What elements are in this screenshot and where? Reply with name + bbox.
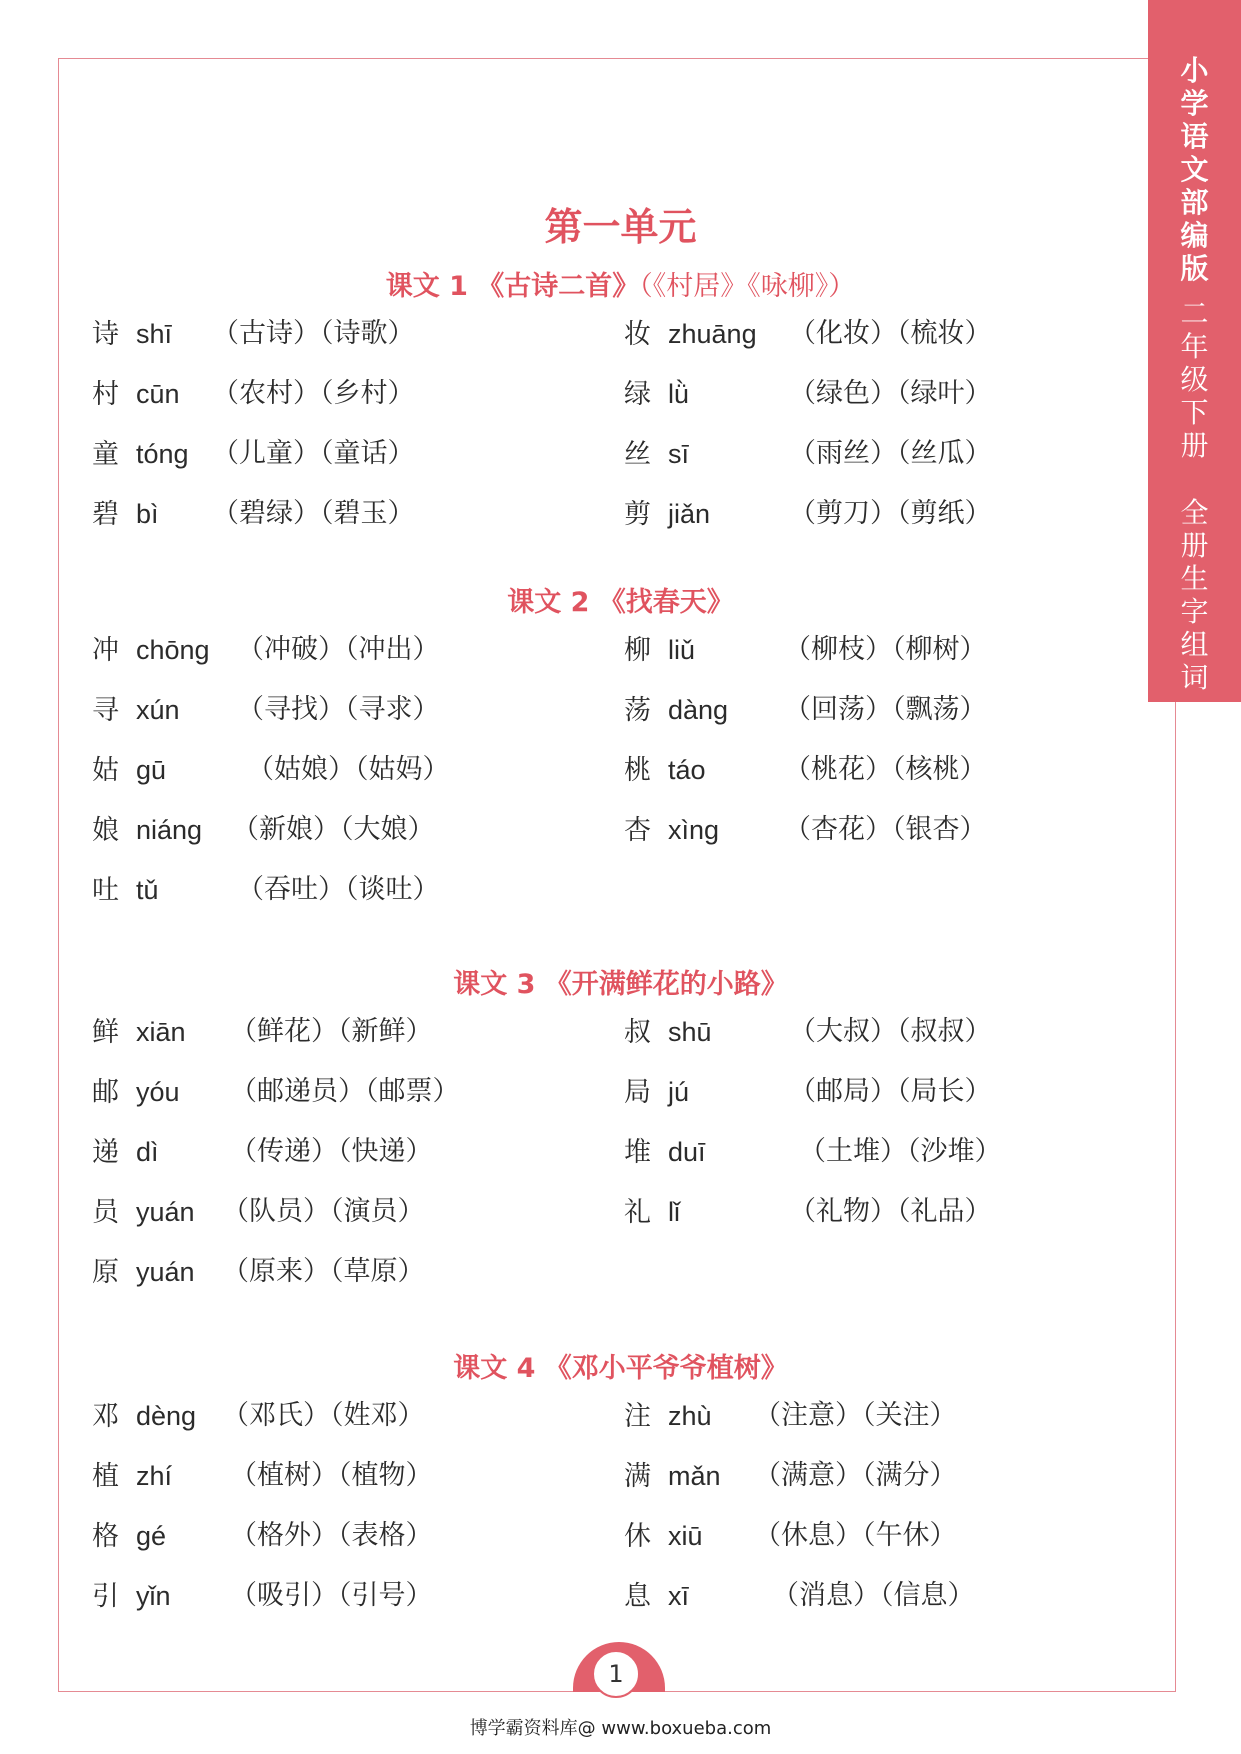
entry-words: （古诗）（诗歌） [212,318,415,349]
entry-words: （回荡）（飘荡） [784,694,987,725]
lesson-title-1 [0,264,1241,303]
entry-character: 荡 [624,695,651,726]
entry-character: 诗 [92,319,119,350]
entry-character: 妆 [624,319,651,350]
entry-character: 柳 [624,635,651,666]
entry-pinyin: tóng [136,439,189,469]
entry-row [624,810,987,850]
entry-pinyin: dàng [668,695,729,725]
entry-pinyin: jú [668,1077,690,1107]
entry-pinyin: gū [136,755,167,785]
lesson-1-name: 课文 1 《古诗二首》 [385,271,640,302]
entry-pinyin: gé [136,1521,167,1551]
entry-words: （邮递员）（邮票） [230,1076,460,1107]
entry-row [624,1132,1002,1172]
entry-words: （礼物）（礼品） [789,1196,992,1227]
entry-pinyin: lǜ [668,379,690,409]
entry-pinyin: bì [136,499,159,529]
entry-character: 递 [92,1137,119,1168]
entry-words: （大叔）（叔叔） [789,1016,992,1047]
entry-row [92,374,415,414]
entry-words: （农村）（乡村） [212,378,415,409]
entry-character: 丝 [624,439,651,470]
entry-words: （寻找）（寻求） [237,694,440,725]
entry-character: 原 [92,1257,119,1288]
entry-row [92,750,450,790]
entry-words: （吸引）（引号） [230,1580,433,1611]
entry-character: 满 [624,1461,651,1492]
entry-words: （杏花）（银杏） [784,814,987,845]
entry-pinyin: yuán [136,1197,195,1227]
entry-pinyin: yǐn [136,1581,171,1611]
entry-words: （植树）（植物） [230,1460,433,1491]
entry-character: 鲜 [92,1017,119,1048]
entry-pinyin: dì [136,1137,159,1167]
entry-row [92,1252,425,1292]
entry-row [92,690,440,730]
entry-row [92,1072,460,1112]
entry-pinyin: dèng [136,1401,197,1431]
entry-row [624,1396,957,1436]
entry-row [92,434,415,474]
entry-pinyin: mǎn [668,1461,721,1491]
footer-watermark: 博学霸资料库@ www.boxueba.com [469,1718,772,1739]
entry-pinyin: xiū [668,1521,703,1551]
entry-row [624,314,992,354]
entry-words: （鲜花）（新鲜） [230,1016,433,1047]
entry-row [92,1576,433,1616]
entry-pinyin: xìng [668,815,720,845]
entry-character: 邓 [92,1401,119,1432]
entry-character: 吐 [92,875,119,906]
entry-character: 童 [92,439,119,470]
entry-pinyin: zhù [668,1401,712,1431]
entry-row [92,630,440,670]
entry-character: 叔 [624,1017,651,1048]
entry-row [92,1456,433,1496]
entry-character: 格 [92,1521,119,1552]
entry-row [624,1516,957,1556]
entry-words: （队员）（演员） [222,1196,425,1227]
entry-words: （化妆）（梳妆） [789,318,992,349]
lesson-title-3: 课文 3 《开满鲜花的小路》 [453,969,788,1000]
entry-row [92,1516,433,1556]
entry-row [92,494,415,534]
entry-pinyin: liǔ [668,635,696,665]
entry-character: 邮 [92,1077,119,1108]
unit-title: 第一单元 [544,205,697,249]
entry-character: 姑 [92,755,119,786]
entry-character: 剪 [624,499,651,530]
entry-pinyin: yuán [136,1257,195,1287]
entry-character: 堆 [624,1137,651,1168]
entry-row [624,630,987,670]
entry-words: （消息）（信息） [772,1580,975,1611]
entry-words: （雨丝）（丝瓜） [789,438,992,469]
entry-words: （格外）（表格） [230,1520,433,1551]
entry-words: （姑娘）（姑妈） [247,754,450,785]
entry-pinyin: yóu [136,1077,180,1107]
entry-character: 娘 [92,815,119,846]
entry-words: （原来）（草原） [222,1256,425,1287]
entry-row [624,1576,975,1616]
entry-character: 员 [92,1197,119,1228]
entry-words: （儿童）（童话） [212,438,415,469]
entry-pinyin: cūn [136,379,180,409]
entry-row [624,1012,992,1052]
entry-row [624,374,992,414]
entry-character: 引 [92,1581,119,1612]
entry-character: 休 [624,1521,651,1552]
entry-words: （碧绿）（碧玉） [212,498,415,529]
entry-pinyin: xún [136,695,180,725]
entry-character: 村 [92,379,119,410]
entry-row [624,1192,992,1232]
entry-pinyin: táo [668,755,706,785]
entry-row [92,1192,425,1232]
entry-row [624,1456,957,1496]
entry-pinyin: zhí [136,1461,173,1491]
entry-words: （绿色）（绿叶） [789,378,992,409]
entry-words: （新娘）（大娘） [232,814,435,845]
entry-pinyin: xiān [136,1017,186,1047]
entry-words: （冲破）（冲出） [237,634,440,665]
page-number: 1 [592,1650,640,1698]
entry-character: 寻 [92,695,119,726]
entry-pinyin: duī [668,1137,706,1167]
entry-row [92,1132,433,1172]
entry-words: （剪刀）（剪纸） [789,498,992,529]
entry-words: （邮局）（局长） [789,1076,992,1107]
entry-row [92,314,415,354]
lesson-title-4: 课文 4 《邓小平爷爷植树》 [453,1353,788,1384]
entry-pinyin: xī [668,1581,690,1611]
entry-character: 冲 [92,635,119,666]
entry-words: （传递）（快递） [230,1136,433,1167]
entry-character: 绿 [624,379,651,410]
entry-words: （桃花）（核桃） [784,754,987,785]
entry-pinyin: chōng [136,635,210,665]
entry-row [624,1072,992,1112]
entry-character: 局 [624,1077,651,1108]
entry-pinyin: shū [668,1017,712,1047]
entry-pinyin: zhuāng [668,319,757,349]
side-tab-grade: 二 年 级 下 册 [1180,297,1209,462]
entry-words: （注意）（关注） [754,1400,957,1431]
entry-row [92,870,440,910]
entry-words: （休息）（午休） [754,1520,957,1551]
entry-words: （邓氏）（姓邓） [222,1400,425,1431]
entry-character: 碧 [92,499,119,530]
entry-row [624,494,992,534]
entry-words: （柳枝）（柳树） [784,634,987,665]
entry-character: 注 [624,1401,651,1432]
entry-pinyin: lǐ [668,1197,680,1227]
entry-row [624,434,992,474]
entry-words: （吞吐）（谈吐） [237,874,440,905]
entry-row [92,1396,425,1436]
entry-character: 桃 [624,755,651,786]
entry-words: （土堆）（沙堆） [799,1136,1002,1167]
entry-row [92,1012,433,1052]
entry-pinyin: shī [136,319,173,349]
side-tab-publisher: 小 学 语 文 部 编 版 [1180,54,1209,285]
entry-words: （满意）（满分） [754,1460,957,1491]
entry-pinyin: jiǎn [668,499,711,529]
entry-character: 杏 [624,815,651,846]
entry-row [624,750,987,790]
entry-pinyin: niáng [136,815,203,845]
entry-character: 植 [92,1461,119,1492]
entry-row [624,690,987,730]
entry-character: 息 [624,1581,651,1612]
entry-row [92,810,435,850]
lesson-title-2: 课文 2 《找春天》 [507,587,734,618]
entry-pinyin: tǔ [136,875,159,905]
side-tab-topic: 全 册 生 字 组 词 [1180,496,1209,694]
lesson-1-subtitle: （《村居》《咏柳》） [639,271,856,302]
entry-pinyin: sī [668,439,690,469]
page-frame [58,58,1176,1692]
entry-character: 礼 [624,1197,651,1228]
